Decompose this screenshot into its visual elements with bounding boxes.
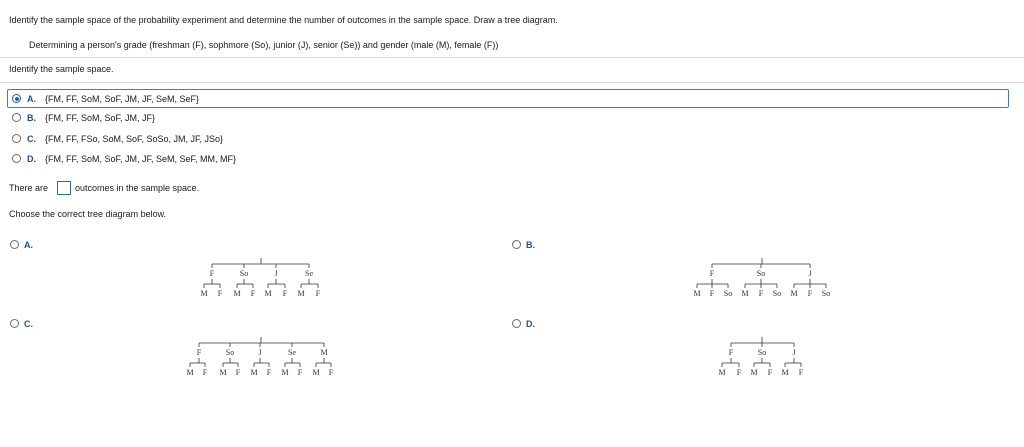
option-text: {FM, FF, SoM, SoF, JM, JF, SeM, SeF} bbox=[45, 94, 200, 104]
tree-level2-label: F bbox=[202, 368, 208, 377]
option-text: {FM, FF, FSo, SoM, SoF, SoSo, JM, JF, JSo} bbox=[45, 134, 224, 144]
tree-level2-label: F bbox=[297, 368, 303, 377]
sample-space-instruction: Identify the sample space. bbox=[9, 64, 114, 74]
tree-level1-label: J bbox=[274, 269, 278, 278]
tree-level2-label: F bbox=[709, 289, 715, 298]
tree-level2-label: F bbox=[217, 289, 223, 298]
experiment-description: Determining a person's grade (freshman (F), sophmore (So), junior (J), senior (Se)) and gender (male (M), female (F)) bbox=[29, 40, 499, 50]
option-letter: A. bbox=[24, 240, 33, 250]
outcomes-suffix: outcomes in the sample space. bbox=[75, 183, 200, 193]
option-text: {FM, FF, SoM, SoF, JM, JF} bbox=[45, 113, 156, 123]
tree-level2-label: M bbox=[741, 289, 749, 298]
tree-level2-label: F bbox=[315, 289, 321, 298]
tree-level2-label: M bbox=[312, 368, 320, 377]
tree-level1-label: F bbox=[709, 269, 715, 278]
tree-level2-label: M bbox=[718, 368, 726, 377]
tree-level2-label: So bbox=[723, 289, 733, 298]
tree-level2-label: F bbox=[807, 289, 813, 298]
tree-level2-label: F bbox=[250, 289, 256, 298]
tree-level1-label: J bbox=[258, 348, 262, 357]
tree-level1-label: J bbox=[792, 348, 796, 357]
tree-level2-label: M bbox=[281, 368, 289, 377]
tree-level1-label: So bbox=[225, 348, 235, 357]
tree-level1-label: J bbox=[808, 269, 812, 278]
tree-level2-label: F bbox=[282, 289, 288, 298]
tree-level2-label: M bbox=[750, 368, 758, 377]
tree-level2-label: M bbox=[186, 368, 194, 377]
option-text: {FM, FF, SoM, SoF, JM, JF, SeM, SeF, MM, MF} bbox=[45, 154, 237, 164]
tree-level2-label: F bbox=[736, 368, 742, 377]
outcomes-prefix: There are bbox=[9, 183, 49, 193]
option-letter: C. bbox=[27, 134, 36, 144]
tree-level2-label: M bbox=[219, 368, 227, 377]
tree-level1-label: M bbox=[320, 348, 328, 357]
tree-level2-label: M bbox=[200, 289, 208, 298]
tree-level2-label: So bbox=[772, 289, 782, 298]
tree-level2-label: F bbox=[758, 289, 764, 298]
tree-level1-label: So bbox=[239, 269, 249, 278]
option-letter: A. bbox=[27, 94, 36, 104]
question-prompt: Identify the sample space of the probability experiment and determine the number of outcomes in the sample space. Draw a tree diagram. bbox=[9, 15, 558, 25]
tree-level1-label: Se bbox=[305, 269, 313, 278]
tree-level2-label: M bbox=[693, 289, 701, 298]
tree-level2-label: F bbox=[328, 368, 334, 377]
tree-level2-label: M bbox=[790, 289, 798, 298]
tree-level2-label: M bbox=[781, 368, 789, 377]
tree-level1-label: F bbox=[728, 348, 734, 357]
tree-level1-label: So bbox=[757, 348, 767, 357]
option-letter: C. bbox=[24, 319, 33, 329]
tree-level2-label: M bbox=[264, 289, 272, 298]
tree-level1-label: Se bbox=[288, 348, 296, 357]
option-letter: D. bbox=[27, 154, 36, 164]
option-letter: B. bbox=[526, 240, 535, 250]
tree-instruction: Choose the correct tree diagram below. bbox=[9, 209, 167, 219]
tree-level1-label: So bbox=[756, 269, 766, 278]
tree-level2-label: F bbox=[235, 368, 241, 377]
tree-level2-label: So bbox=[821, 289, 831, 298]
tree-level2-label: F bbox=[767, 368, 773, 377]
tree-level2-label: M bbox=[297, 289, 305, 298]
tree-level2-label: F bbox=[266, 368, 272, 377]
tree-level2-label: M bbox=[233, 289, 241, 298]
tree-level1-label: F bbox=[196, 348, 202, 357]
option-letter: B. bbox=[27, 113, 36, 123]
option-letter: D. bbox=[526, 319, 535, 329]
tree-level2-label: M bbox=[250, 368, 258, 377]
tree-level2-label: F bbox=[798, 368, 804, 377]
tree-level1-label: F bbox=[209, 269, 215, 278]
